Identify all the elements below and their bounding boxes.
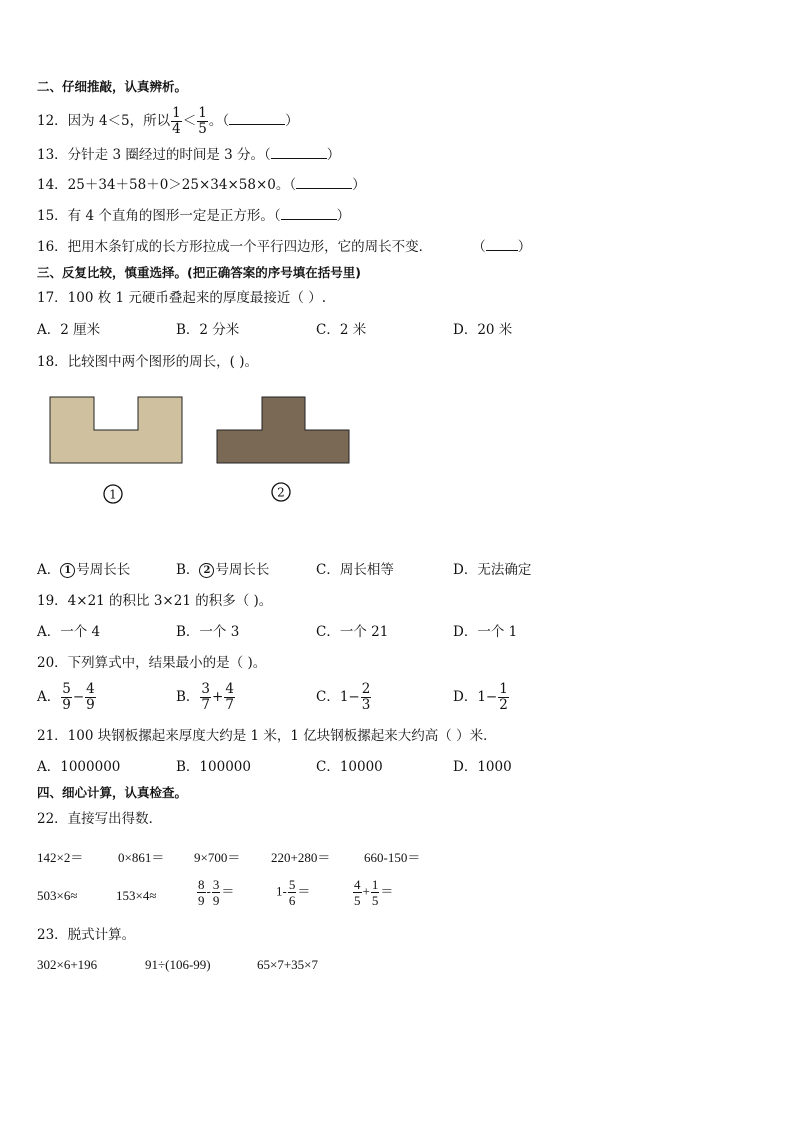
expression-item: 65×7+35×7 [257,957,318,972]
answer-blank[interactable] [296,176,352,189]
question-19: 19．4×21 的积比 3×21 的积多（ )。 [37,593,273,609]
question-22: 22．直接写出得数． [37,811,163,827]
question-13 [37,145,340,165]
answer-blank[interactable] [229,112,285,125]
question-17: 17．100 枚 1 元硬币叠起来的厚度最接近（ ）. [37,290,326,306]
calc-fraction-item [276,877,310,908]
q20-option-d[interactable] [453,682,510,713]
calc-item: 0×861＝ [118,850,165,865]
q14-text: 14．25＋34＋58＋0＞25×34×58×0。（ [37,177,297,193]
paren-open: （ [472,239,486,255]
paren-close: ） [285,113,299,129]
fraction: $\frac{8}{9}$ [198,877,205,908]
answer-blank[interactable] [271,146,327,159]
fraction: $\frac{1}{2}$ [499,681,508,713]
q18-option-a[interactable] [37,560,130,580]
section3-title: 三、反复比较，慎重选择。(把正确答案的序号填在括号里) [37,265,361,280]
fraction: $\frac{1}{5}$ [371,877,379,908]
q21-option-c[interactable]: C．10000 [316,759,383,775]
calc-item: 660-150＝ [364,850,421,865]
operator: + [362,883,370,899]
option-prefix: A． [37,689,61,705]
circled-number: 1 [60,563,75,578]
fraction: $\frac{1}{4}$ [172,105,181,137]
option-prefix: B． [176,689,200,705]
option-text: 号周长长 [76,562,131,578]
q19-option-a[interactable]: A．一个 4 [37,624,101,640]
figure-2-label: 2 [277,485,285,500]
option-prefix: C．1− [316,689,360,705]
calc-item: 503×6≈ [37,888,78,903]
equals: ＝ [297,883,311,899]
q19-option-c[interactable]: C．一个 21 [316,624,389,640]
fraction: $\frac{2}{3}$ [361,681,371,713]
q20-option-a[interactable] [37,682,97,713]
figure-1-label: 1 [109,487,117,502]
q17-option-c[interactable]: C．2 米 [316,322,367,338]
q15-text: 15．有 4 个直角的图形一定是正方形。（ [37,208,281,224]
q13-text: 13．分针走 3 圈经过的时间是 3 分。（ [37,147,271,163]
question-23: 23．脱式计算。 [37,927,136,943]
operator: − [72,689,85,705]
operand: 1- [276,883,287,899]
fraction: $\frac{4}{7}$ [225,681,234,713]
option-text: 号周长长 [215,562,270,578]
calc-item: 142×2＝ [37,850,84,865]
option-prefix: D．1− [453,689,498,705]
option-prefix: A． [37,562,61,578]
expression-item: 91÷(106-99) [145,957,211,972]
answer-blank[interactable] [281,207,337,220]
perimeter-figures [0,390,400,515]
equals: ＝ [380,883,394,899]
expression-item: 302×6+196 [37,957,98,972]
q16-text: 16．把用木条钉成的长方形拉成一个平行四边形，它的周长不变． [37,239,433,255]
question-16 [37,237,531,257]
question-21: 21．100 块钢板摞起来厚度大约是 1 米，1 亿块钢板摞起来大约高（ ）米． [37,728,497,744]
fraction: $\frac{4}{9}$ [86,681,95,713]
q19-option-b[interactable]: B．一个 3 [176,624,240,640]
equals: ＝ [221,883,235,899]
question-14 [37,175,366,195]
fraction: $\frac{4}{5}$ [354,877,361,908]
q17-option-a[interactable]: A．2 厘米 [37,322,101,338]
calc-fraction-item [196,877,234,908]
q21-option-d[interactable]: D．1000 [453,759,512,775]
figure-2-t-shape [217,397,349,463]
q17-option-b[interactable]: B．2 分米 [176,322,240,338]
fraction: $\frac{5}{9}$ [62,681,71,713]
fraction: $\frac{3}{9}$ [212,877,220,908]
q19-option-d[interactable]: D．一个 1 [453,624,518,640]
section4-title: 四、细心计算，认真检查。 [37,785,188,800]
fraction: $\frac{1}{5}$ [198,105,207,137]
q21-option-b[interactable]: B．100000 [176,759,251,775]
q18-option-c[interactable]: C．周长相等 [316,562,394,578]
q12-text: 12．因为 4＜5，所以 [37,113,171,129]
calc-fraction-item [352,877,393,908]
answer-blank[interactable] [486,238,518,251]
q17-option-d[interactable]: D．20 米 [453,322,513,338]
section2-title: 二、仔细推敲，认真辨析。 [37,79,188,94]
operator: - [206,883,211,899]
operator: + [212,689,224,705]
q12-post: 。（ [208,113,230,129]
circled-number: 2 [199,563,214,578]
less-than-sign: ＜ [182,113,197,129]
fraction: $\frac{3}{7}$ [201,681,211,713]
calc-item: 220+280＝ [271,850,331,865]
paren-close: ） [326,147,341,163]
calc-item: 153×4≈ [116,888,157,903]
q21-option-a[interactable]: A．1000000 [37,759,121,775]
paren-close: ） [352,177,366,193]
q18-option-b[interactable] [176,560,269,580]
paren-close: ） [336,208,351,224]
q20-option-c[interactable] [316,682,372,713]
question-20: 20．下列算式中，结果最小的是（ )。 [37,655,267,671]
question-18: 18．比较图中两个图形的周长，( )。 [37,354,259,370]
figure-1-u-shape [50,397,182,463]
calc-item: 9×700＝ [194,850,241,865]
q20-option-b[interactable] [176,682,236,713]
fraction: $\frac{5}{6}$ [288,877,296,908]
question-15 [37,206,350,226]
paren-close: ） [517,239,532,255]
question-12 [37,106,299,137]
option-prefix: B． [176,562,200,578]
q18-option-d[interactable]: D．无法确定 [453,562,532,578]
